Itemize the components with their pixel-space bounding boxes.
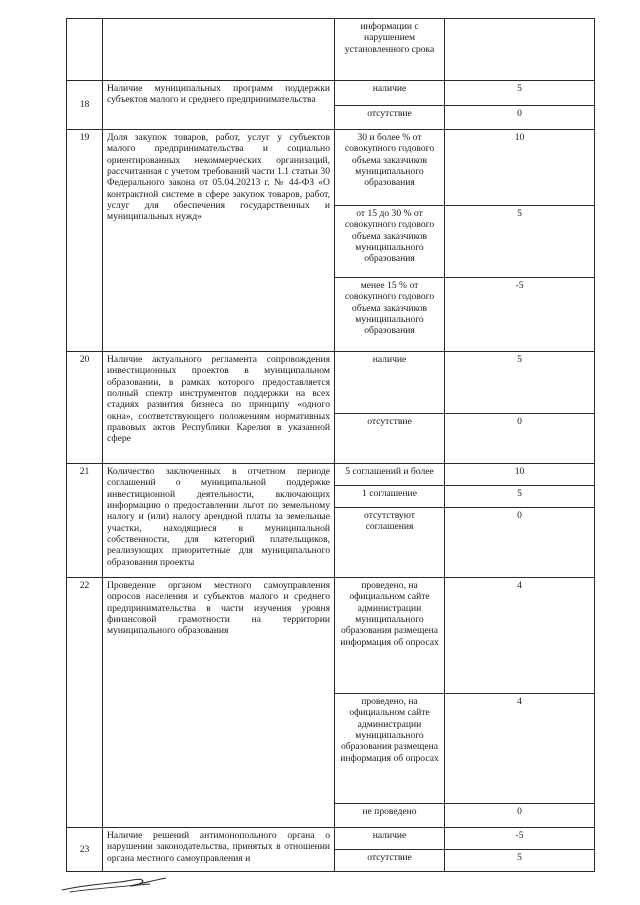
score-cell: 4 xyxy=(445,578,595,694)
condition-cell: 1 соглашение xyxy=(335,486,445,508)
score-cell: 0 xyxy=(445,106,595,130)
condition-cell: не проведено xyxy=(335,804,445,828)
score-cell: 10 xyxy=(445,464,595,486)
score-cell: 4 xyxy=(445,694,595,804)
score-cell: 0 xyxy=(445,508,595,578)
row-number xyxy=(67,19,103,81)
criterion-description xyxy=(103,19,335,81)
condition-cell: 30 и более % от совокупного годового объема заказчиков муниципального образования xyxy=(335,130,445,206)
condition-cell: наличие xyxy=(335,81,445,106)
condition-cell: отсутствие xyxy=(335,850,445,872)
table-row xyxy=(67,81,595,106)
condition-cell: менее 15 % от совокупного годового объема заказчиков муниципального образования xyxy=(335,278,445,352)
row-number: 20 xyxy=(67,352,103,464)
condition-cell: проведено, на официальном сайте администрации муниципального образования размещена информация об опросах xyxy=(335,694,445,804)
condition-cell: отсутствие xyxy=(335,106,445,130)
row-number: 19 xyxy=(67,130,103,352)
score-cell: 5 xyxy=(445,486,595,508)
table-row xyxy=(67,352,595,414)
row-number: 21 xyxy=(67,464,103,578)
criterion-description: Проведение органом местного самоуправления опросов населения и субъектов малого и среднего предпринимательства в части изучения уровня финансовой грамотности на территории муниципального образования xyxy=(103,578,335,828)
criterion-description: Доля закупок товаров, работ, услуг у субъектов малого предпринимательства и социально ориентированных некоммерческих организаций, рассчитанная с учетом требований части 1.1 статьи 30 Федерального закона от 05.04.20213 г. № 44-ФЗ «О контрактной системе в сфере закупок товаров, работ, услуг для обеспечения государственных и муниципальных нужд» xyxy=(103,130,335,352)
score-cell: -5 xyxy=(445,278,595,352)
criteria-table xyxy=(66,18,595,872)
table-row xyxy=(67,19,595,81)
condition-cell: 5 соглашений и более xyxy=(335,464,445,486)
condition-cell: от 15 до 30 % от совокупного годового объема заказчиков муниципального образования xyxy=(335,206,445,278)
score-cell: 5 xyxy=(445,206,595,278)
row-number: 18 xyxy=(67,81,103,130)
score-cell: 5 xyxy=(445,81,595,106)
table-row xyxy=(67,578,595,694)
condition-cell: наличие xyxy=(335,828,445,850)
score-cell: 5 xyxy=(445,850,595,872)
condition-cell: информации с нарушением установленного срока xyxy=(335,19,445,81)
score-cell: -5 xyxy=(445,828,595,850)
row-number: 23 xyxy=(67,828,103,872)
score-cell: 5 xyxy=(445,352,595,414)
table-row xyxy=(67,464,595,486)
condition-cell: отсутствие xyxy=(335,414,445,464)
condition-cell: проведено, на официальном сайте администрации муниципального образования размещена информация об опросах xyxy=(335,578,445,694)
table-row xyxy=(67,130,595,206)
criterion-description: Количество заключенных в отчетном периоде соглашений о муниципальной поддержке инвестиционной деятельности, включающих информацию о предоставлении льгот по земельному налогу и (или) налогу арендной платы за земельные участки, находящиеся в муниципальной собственности, для категорий плательщиков, реализующих приоритетные для муниципального образования проекты xyxy=(103,464,335,578)
score-cell xyxy=(445,19,595,81)
criterion-description: Наличие решений антимонопольного органа о нарушении законодательства, принятых в отношении органа местного самоуправления и xyxy=(103,828,335,872)
score-cell: 0 xyxy=(445,804,595,828)
condition-cell: наличие xyxy=(335,352,445,414)
criterion-description: Наличие актуального регламента сопровождения инвестиционных проектов в муниципальном образовании, в рамках которого предоставляется полный спектр инструментов поддержки на всех стадиях развития бизнеса по принципу «одного окна», соответствующего положениям нормативных правовых актов Республики Карелия в указанной сфере xyxy=(103,352,335,464)
condition-cell: отсутствуют соглашения xyxy=(335,508,445,578)
row-number: 22 xyxy=(67,578,103,828)
criterion-description: Наличие муниципальных программ поддержки субъектов малого и среднего предпринимательства xyxy=(103,81,335,130)
score-cell: 0 xyxy=(445,414,595,464)
signature-mark xyxy=(60,872,170,896)
score-cell: 10 xyxy=(445,130,595,206)
table-row xyxy=(67,828,595,850)
